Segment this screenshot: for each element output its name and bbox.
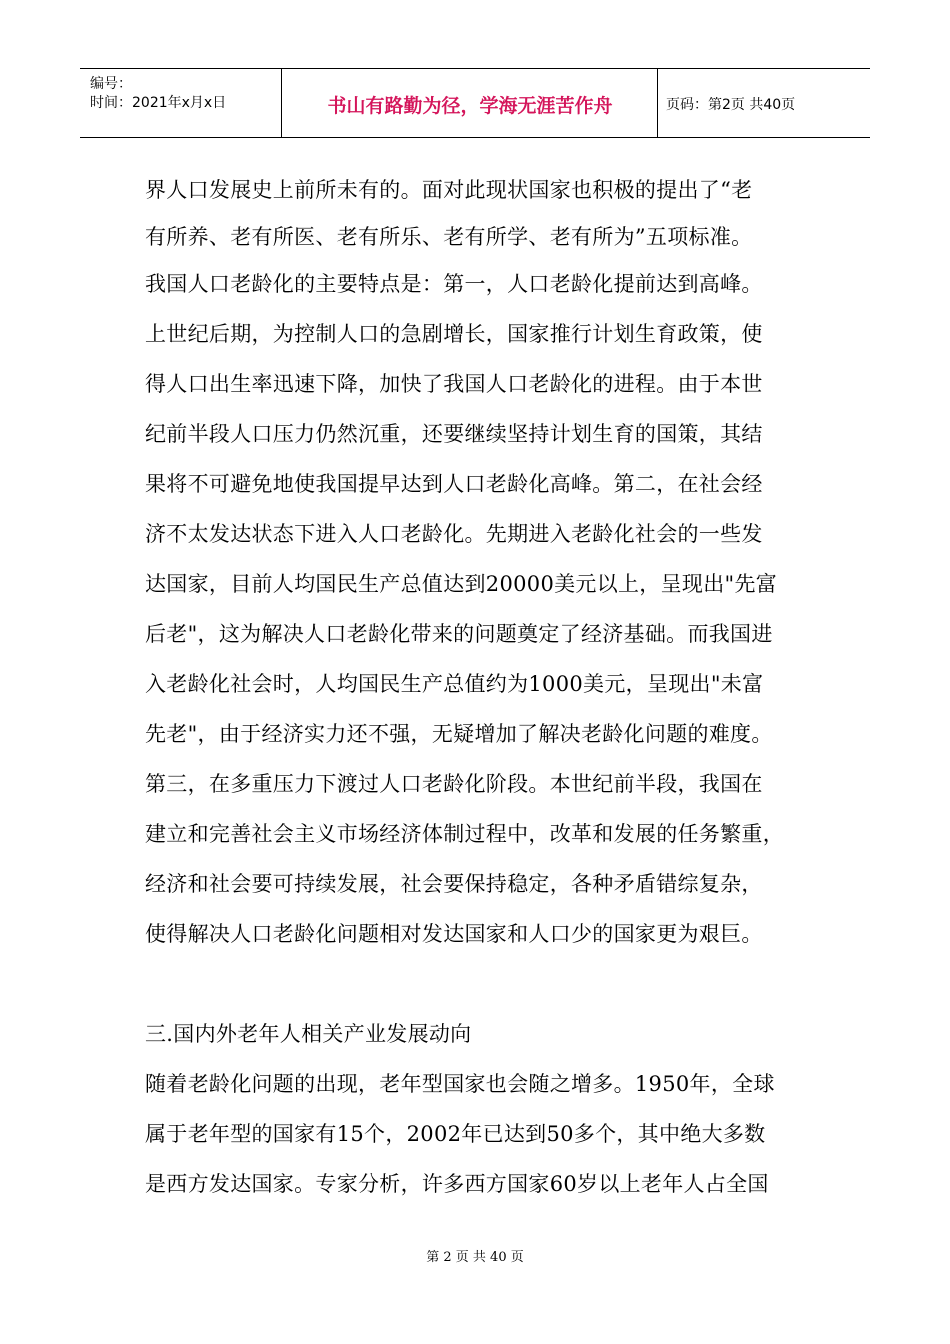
paragraph-line: 纪前半段人口压力仍然沉重，还要继续坚持计划生育的国策，其结 bbox=[145, 422, 763, 446]
paragraph-line: 我国人口老龄化的主要特点是：第一，人口老龄化提前达到高峰。 bbox=[145, 272, 763, 296]
paragraph-line: 后老"，这为解决人口老龄化带来的问题奠定了经济基础。而我国进 bbox=[145, 622, 773, 646]
paragraph-line: 属于老年型的国家有15个，2002年已达到50多个，其中绝大多数 bbox=[145, 1122, 766, 1146]
motto: 书山有路勤为径，学海无涯苦作舟 bbox=[327, 95, 613, 117]
header-info-cell bbox=[80, 69, 282, 137]
paragraph-line: 经济和社会要可持续发展，社会要保持稳定，各种矛盾错综复杂， bbox=[145, 872, 763, 896]
header-motto-cell bbox=[282, 69, 658, 137]
paragraph-line: 上世纪后期，为控制人口的急剧增长，国家推行计划生育政策，使 bbox=[145, 322, 763, 346]
paragraph-line: 第三，在多重压力下渡过人口老龄化阶段。本世纪前半段，我国在 bbox=[145, 772, 763, 796]
document-header bbox=[80, 68, 870, 138]
paragraph-line: 果将不可避免地使我国提早达到人口老龄化高峰。第二，在社会经 bbox=[145, 472, 763, 496]
paragraph-line: 得人口出生率迅速下降，加快了我国人口老龄化的进程。由于本世 bbox=[145, 372, 763, 396]
paragraph-line: 济不太发达状态下进入人口老龄化。先期进入老龄化社会的一些发 bbox=[145, 522, 763, 546]
header-page-cell bbox=[658, 69, 870, 137]
paragraph-line: 先老"，由于经济实力还不强，无疑增加了解决老龄化问题的难度。 bbox=[145, 722, 773, 746]
paragraph-line: 随着老龄化问题的出现，老年型国家也会随之增多。1950年，全球 bbox=[145, 1072, 775, 1096]
page-label: 页码：第2页 共40页 bbox=[666, 97, 796, 113]
paragraph-line: 有所养、老有所医、老有所乐、老有所学、老有所为”五项标准。 bbox=[145, 225, 753, 249]
paragraph-line: 建立和完善社会主义市场经济体制过程中，改革和发展的任务繁重， bbox=[145, 822, 784, 846]
paragraph-line: 达国家，目前人均国民生产总值达到20000美元以上，呈现出"先富 bbox=[145, 572, 778, 596]
number-label: 编号： bbox=[90, 76, 132, 92]
page-footer: 第 2 页 共 40 页 bbox=[426, 1250, 524, 1265]
section-heading: 三.国内外老年人相关产业发展动向 bbox=[145, 1022, 472, 1046]
paragraph-line: 入老龄化社会时，人均国民生产总值约为1000美元，呈现出"未富 bbox=[145, 672, 764, 696]
paragraph-line: 界人口发展史上前所未有的。面对此现状国家也积极的提出了“老 bbox=[145, 178, 753, 202]
paragraph-line: 是西方发达国家。专家分析，许多西方国家60岁以上老年人占全国 bbox=[145, 1172, 769, 1196]
time-label: 时间：2021年x月x日 bbox=[90, 95, 227, 111]
paragraph-line: 使得解决人口老龄化问题相对发达国家和人口少的国家更为艰巨。 bbox=[145, 922, 763, 946]
